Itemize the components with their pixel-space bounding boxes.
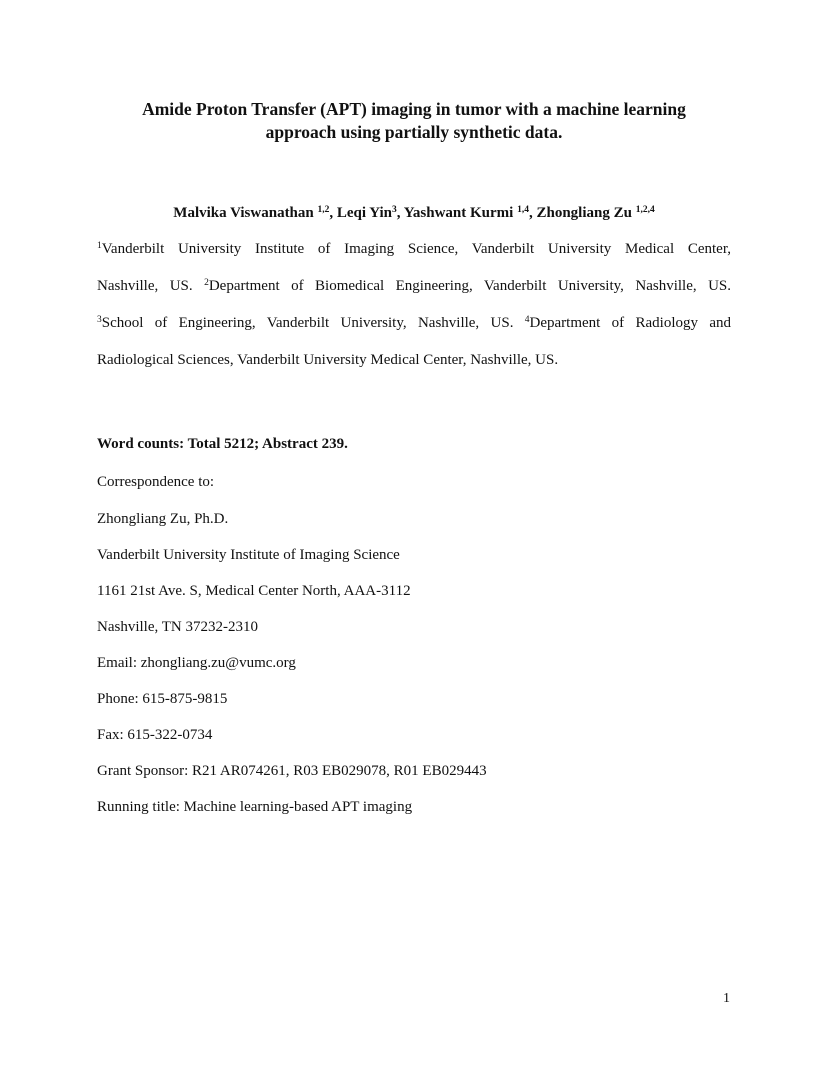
author-name: Zhongliang Zu: [536, 205, 632, 221]
affiliation-line-4: [97, 349, 731, 371]
correspondence-email: Email: zhongliang.zu@vumc.org: [97, 655, 296, 671]
paper-title: [60, 98, 768, 144]
affiliation-text: Vanderbilt University Institute of Imaging Science, Vanderbilt University Medical Center,: [101, 241, 731, 257]
author-affiliation-sup: 1,2: [317, 205, 330, 215]
affiliation-sup: 2: [204, 278, 209, 288]
correspondence-address: 1161 21st Ave. S, Medical Center North, AAA-3112: [97, 583, 411, 599]
author-affiliation-sup: 1,2,4: [635, 205, 655, 215]
correspondence-institution: Vanderbilt University Institute of Imaging Science: [97, 547, 400, 563]
author-name: Malvika Viswanathan: [173, 205, 314, 221]
title-line-2: approach using partially synthetic data.: [265, 122, 563, 142]
affiliation-sup: 4: [524, 315, 530, 325]
running-title: Running title: Machine learning-based APT imaging: [97, 799, 413, 815]
affiliation-text: Radiological Sciences, Vanderbilt University Medical Center, Nashville, US.: [97, 352, 559, 368]
affiliation-text: School of Engineering, Vanderbilt University, Nashville, US.: [101, 315, 525, 331]
affiliation-text: Nashville, US.: [97, 278, 205, 294]
correspondence-fax: Fax: 615-322-0734: [97, 727, 213, 743]
word-counts: Word counts: Total 5212; Abstract 239.: [97, 436, 348, 452]
affiliation-sup: 1: [97, 241, 102, 251]
correspondence-name: Zhongliang Zu, Ph.D.: [97, 511, 229, 527]
affiliation-line-1: [97, 238, 731, 260]
author-name: Leqi Yin: [336, 205, 393, 221]
author-list: Malvika Viswanathan $^{1,2}$, Leqi Yin$^3$, Yashwant Kurmi $^{1,4}$, Zhongliang Zu $^{1,2,4}$: [173, 205, 655, 221]
grant-sponsor: Grant Sponsor: R21 AR074261, R03 EB029078, R01 EB029443: [97, 763, 487, 779]
affiliation-line-3: [97, 312, 731, 334]
correspondence-city: Nashville, TN 37232-2310: [97, 619, 258, 635]
affiliation-sup: 3: [97, 315, 102, 325]
correspondence-phone: Phone: 615-875-9815: [97, 691, 228, 707]
affiliation-text: Department of Radiology and: [529, 315, 731, 331]
affiliation-line-2: [97, 275, 731, 297]
correspondence-label: Correspondence to:: [97, 474, 215, 490]
author-affiliation-sup: 3: [392, 205, 397, 215]
author-name: Yashwant Kurmi: [403, 205, 514, 221]
page-number: 1: [723, 991, 730, 1006]
title-line-1: Amide Proton Transfer (APT) imaging in tumor with a machine learning: [142, 99, 686, 119]
author-affiliation-sup: 1,4: [517, 205, 529, 215]
affiliation-text: Department of Biomedical Engineering, Vanderbilt University, Nashville, US.: [208, 278, 731, 294]
